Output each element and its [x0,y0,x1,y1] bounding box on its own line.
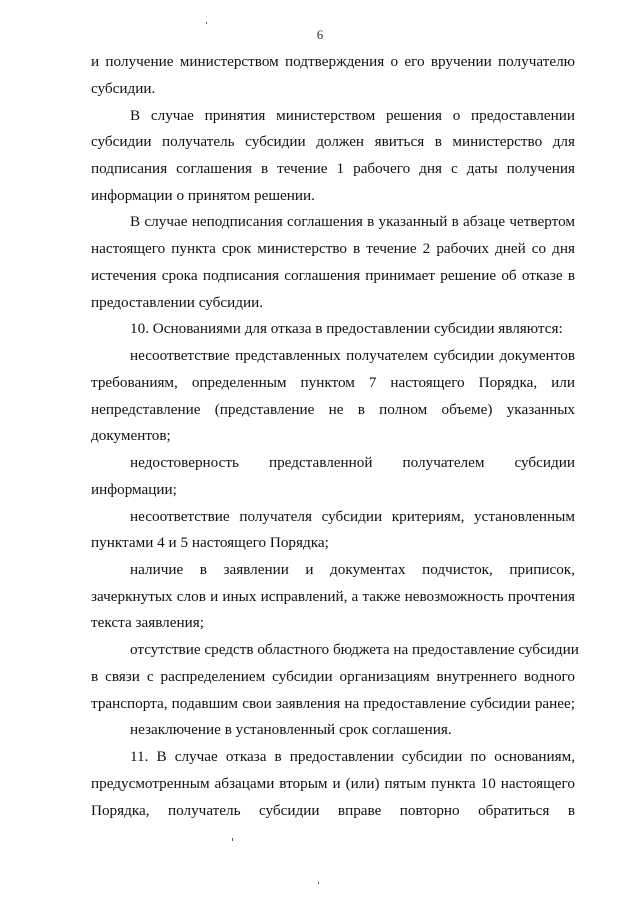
paragraph-first-line: 11. В случае отказа в предоставлении субсидии по основаниям, [130,748,575,765]
text-line: подписания соглашения в течение 1 рабочего дня с даты получения [91,160,575,177]
paragraph-first-line: незаключение в установленный срок соглашения. [130,721,452,738]
paragraph-first-line: отсутствие средств областного бюджета на предоставление субсидии [130,641,579,658]
paragraph-first-line: наличие в заявлении и документах подчисток, приписок, [130,561,575,578]
paragraph-first-line: В случае неподписания соглашения в указанный в абзаце четвертом [130,213,575,230]
text-line: истечения срока подписания соглашения принимает решение об отказе в [91,267,575,284]
text-line: предусмотренным абзацами вторым и (или) пятым пункта 10 настоящего [91,775,575,792]
text-line: в связи с распределением субсидии организациям внутреннего водного [91,668,575,685]
text-line: субсидии. [91,80,156,97]
scan-speck [206,22,207,24]
paragraph-first-line: недостоверность представленной получателем субсидии [130,454,575,471]
text-line: предоставлении субсидии. [91,294,264,311]
text-line: и получение министерством подтверждения о его вручении получателю [91,53,575,70]
paragraph-first-line: несоответствие получателя субсидии критериям, установленным [130,508,575,525]
text-line: информации; [91,481,177,498]
text-line: настоящего пункта срок министерство в течение 2 рабочих дней со дня [91,240,575,257]
text-line: транспорта, подавшим свои заявления на предоставление субсидии ранее; [91,695,575,712]
scan-speck [318,882,319,884]
page-number: 6 [316,27,324,42]
text-line: субсидии получатель субсидии должен явиться в министерство для [91,133,575,150]
text-line: документов; [91,427,171,444]
paragraph-first-line: 10. Основаниями для отказа в предоставлении субсидии являются: [130,320,563,337]
text-line: текста заявления; [91,614,204,631]
text-line: информации о принятом решении. [91,187,315,204]
text-line: зачеркнутых слов и иных исправлений, а также невозможность прочтения [91,588,575,605]
paragraph-first-line: В случае принятия министерством решения о предоставлении [130,107,575,124]
text-line: Порядка, получатель субсидии вправе повторно обратиться в [91,802,575,819]
scan-speck [232,838,233,841]
text-line: пунктами 4 и 5 настоящего Порядка; [91,534,329,551]
text-line: непредставление (представление не в полном объеме) указанных [91,401,575,418]
paragraph-first-line: несоответствие представленных получателем субсидии документов [130,347,575,364]
text-line: требованиям, определенным пунктом 7 настоящего Порядка, или [91,374,575,391]
